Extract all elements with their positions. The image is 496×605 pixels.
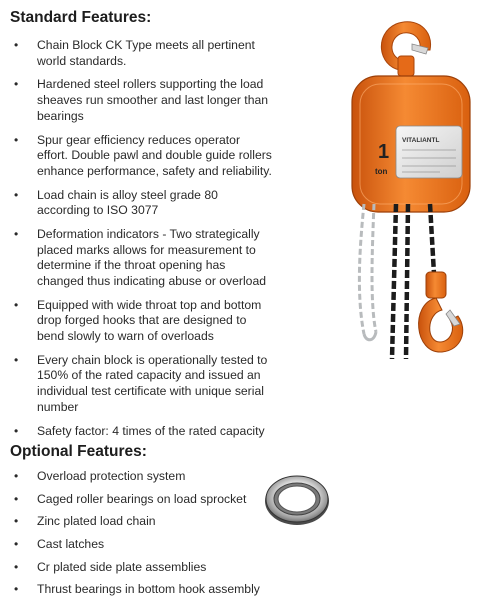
bullet: • (14, 469, 19, 483)
list-item-text: Equipped with wide throat top and bottom drop forged hooks that are designed to bend slowly to warn of overloads (37, 297, 262, 343)
capacity-number: 1 (378, 141, 390, 163)
list-item (14, 298, 272, 345)
list-item (14, 514, 274, 530)
list-item (14, 560, 274, 576)
list-item (14, 77, 272, 124)
list-item (14, 582, 274, 598)
list-item-text: Deformation indicators - Two strategically placed marks allows for measurement to determine if the throat opening has changed thus indicating abuse or overload (37, 227, 267, 288)
bullet: • (14, 187, 19, 202)
list-item-text: Zinc plated load chain (37, 514, 156, 529)
bullet: • (14, 559, 19, 574)
list-item-text: Overload protection system (37, 469, 186, 483)
list-item-text: Spur gear efficiency reduces operator effort. Double pawl and double guide rollers enhance performance, safety and reliability. (37, 132, 272, 178)
optional-features-heading: Optional Features: (10, 443, 147, 460)
bullet: • (14, 423, 19, 438)
list-item-text: Caged roller bearings on load sprocket (37, 491, 247, 506)
list-item (14, 133, 272, 180)
bullet: • (14, 297, 19, 312)
list-item (14, 38, 272, 69)
list-item-text: Hardened steel rollers supporting the load sheaves run smoother and last longer than bearings (37, 77, 269, 123)
list-item-text: Safety factor: 4 times of the rated capacity (37, 423, 265, 438)
list-item-text: Chain Block CK Type meets all pertinent world standards. (37, 38, 255, 68)
list-item-text: Thrust bearings in bottom hook assembly (37, 582, 260, 597)
list-item (14, 424, 272, 440)
list-item (14, 492, 274, 508)
bullet: • (14, 514, 19, 529)
list-item (14, 537, 274, 553)
list-item (14, 353, 272, 415)
list-item (14, 188, 272, 219)
list-item-text: Every chain block is operationally tested to 150% of the rated capacity and issued an individual test certificate with unique serial number (37, 352, 268, 414)
bullet: • (14, 38, 19, 52)
brand-label: VITALIANTL (402, 137, 440, 144)
bullet: • (14, 491, 19, 506)
bullet: • (14, 582, 19, 597)
bullet: • (14, 77, 19, 92)
hoist-body (352, 76, 470, 212)
list-item-text: Cr plated side plate assemblies (37, 559, 207, 574)
thrust-bearing-image (262, 468, 332, 528)
list-item-text: Load chain is alloy steel grade 80 according to ISO 3077 (37, 187, 218, 218)
bullet: • (14, 352, 19, 367)
bullet: • (14, 227, 19, 242)
bullet: • (14, 537, 19, 552)
bottom-hook (419, 272, 463, 352)
optional-features-list (14, 469, 274, 605)
chain-hoist-image (330, 14, 492, 364)
standard-features-heading: Standard Features: (10, 9, 152, 26)
hand-chain (359, 204, 376, 340)
top-hook (381, 22, 430, 76)
bullet: • (14, 132, 19, 147)
list-item (14, 469, 274, 485)
capacity-unit: ton (375, 167, 388, 176)
list-item (14, 227, 272, 289)
nameplate (396, 126, 462, 178)
standard-features-list (14, 38, 272, 447)
list-item-text: Cast latches (37, 537, 105, 552)
